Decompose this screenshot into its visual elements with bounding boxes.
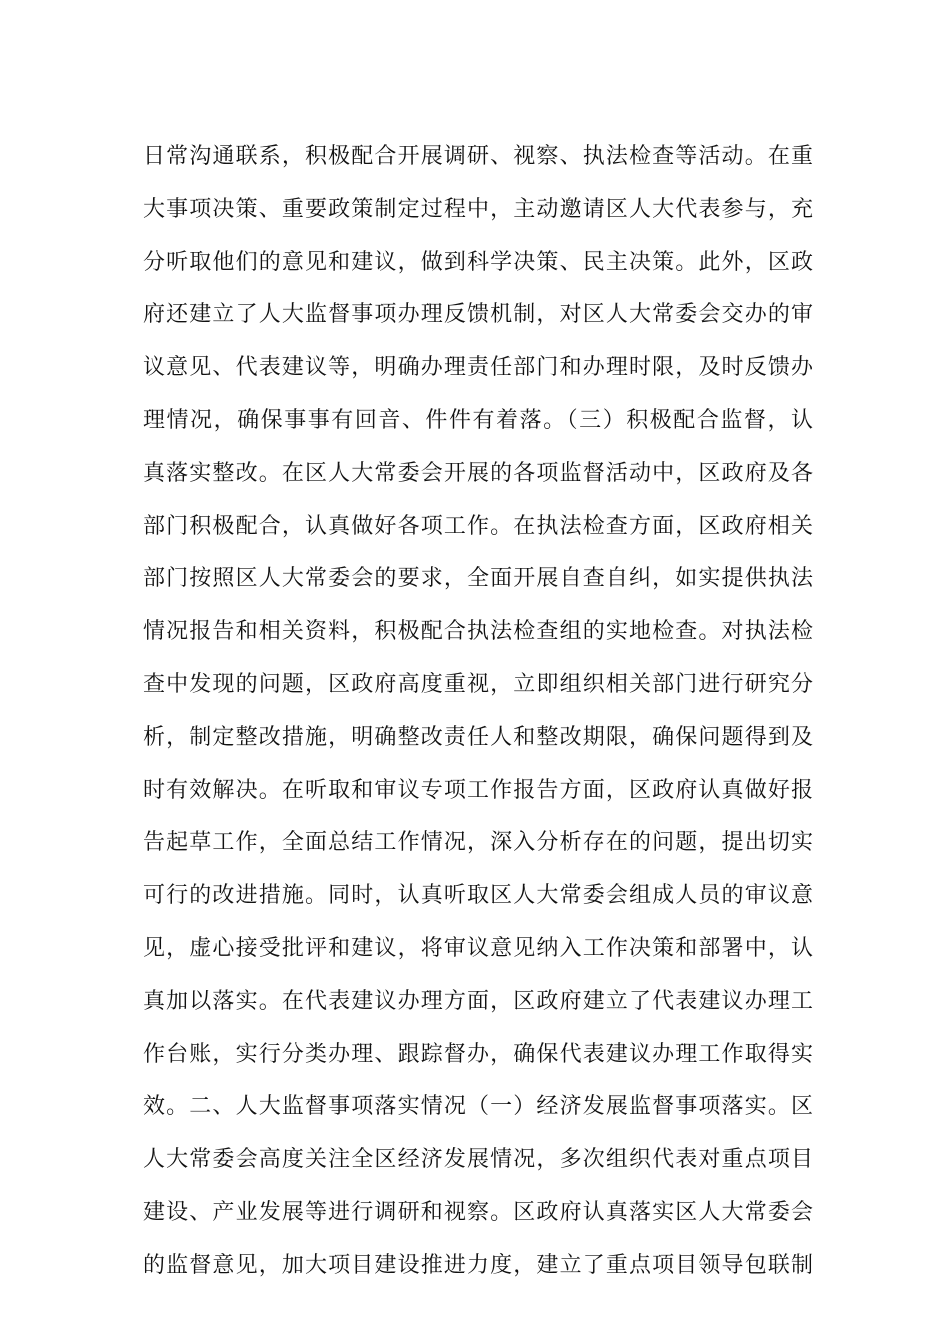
text-line-20: 人大常委会高度关注全区经济发展情况，多次组织代表对重点项目	[143, 1147, 813, 1173]
text-line-4: 府还建立了人大监督事项办理反馈机制，对区人大常委会交办的审	[143, 302, 813, 328]
text-line-2: 大事项决策、重要政策制定过程中，主动邀请区人大代表参与，充	[143, 196, 813, 222]
text-line-19: 效。二、人大监督事项落实情况（一）经济发展监督事项落实。区	[143, 1094, 813, 1120]
text-line-7: 真落实整改。在区人大常委会开展的各项监督活动中，区政府及各	[143, 460, 813, 486]
text-line-8: 部门积极配合，认真做好各项工作。在执法检查方面，区政府相关	[143, 513, 813, 539]
text-line-9: 部门按照区人大常委会的要求，全面开展自查自纠，如实提供执法	[143, 566, 813, 592]
text-line-16: 见，虚心接受批评和建议，将审议意见纳入工作决策和部署中，认	[143, 935, 813, 961]
text-line-14: 告起草工作，全面总结工作情况，深入分析存在的问题，提出切实	[143, 830, 813, 856]
text-line-6: 理情况，确保事事有回音、件件有着落。（三）积极配合监督，认	[143, 407, 813, 433]
text-line-18: 作台账，实行分类办理、跟踪督办，确保代表建议办理工作取得实	[143, 1041, 813, 1067]
text-line-3: 分听取他们的意见和建议，做到科学决策、民主决策。此外，区政	[143, 249, 813, 275]
text-line-12: 析，制定整改措施，明确整改责任人和整改期限，确保问题得到及	[143, 724, 813, 750]
text-line-21: 建设、产业发展等进行调研和视察。区政府认真落实区人大常委会	[143, 1199, 813, 1225]
text-line-22: 的监督意见，加大项目建设推进力度，建立了重点项目领导包联制	[143, 1252, 813, 1278]
text-line-5: 议意见、代表建议等，明确办理责任部门和办理时限，及时反馈办	[143, 355, 813, 381]
text-line-17: 真加以落实。在代表建议办理方面，区政府建立了代表建议办理工	[143, 988, 813, 1014]
text-line-1: 日常沟通联系，积极配合开展调研、视察、执法检查等活动。在重	[143, 144, 813, 169]
text-line-10: 情况报告和相关资料，积极配合执法检查组的实地检查。对执法检	[143, 619, 813, 645]
text-line-13: 时有效解决。在听取和审议专项工作报告方面，区政府认真做好报	[143, 777, 813, 803]
body-text	[143, 131, 813, 1293]
text-line-11: 查中发现的问题，区政府高度重视，立即组织相关部门进行研究分	[143, 671, 813, 697]
text-line-15: 可行的改进措施。同时，认真听取区人大常委会组成人员的审议意	[143, 883, 813, 909]
